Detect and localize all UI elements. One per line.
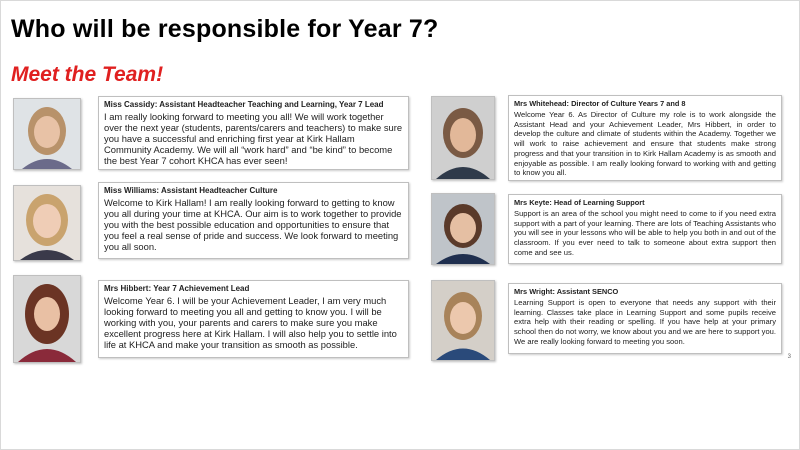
photo-mrs-hibbert <box>13 275 81 363</box>
member-name: Mrs Hibbert: Year 7 Achievement Lead <box>104 284 250 293</box>
photo-mrs-whitehead <box>431 96 495 180</box>
card-mrs-keyte <box>508 194 782 264</box>
card-miss-cassidy <box>98 96 409 170</box>
portrait-icon <box>14 99 80 169</box>
page-subtitle: Meet the Team! <box>11 63 164 86</box>
member-bio: Learning Support is open to everyone that needs any support with their learning. Classes take place in Learning Support and some pupils receive extra help with their reading or spelling. If you have help at your primary school then do not worry, we know about you and we are here to support you. We are really looking forward to meeting you soon. <box>514 298 776 346</box>
photo-mrs-keyte <box>431 193 495 265</box>
member-bio: Welcome Year 6. I will be your Achievement Leader, I am very much looking forward to meeting you all and getting to know you. I will be working with you, your parents and carers to make sure you make excellent progress here at Kirk Hallam. I will also help you to settle into life at KHCA and make your transition as smooth as possible. <box>104 295 397 351</box>
member-name: Mrs Whitehead: Director of Culture Years 7 and 8 <box>514 99 686 108</box>
member-name: Mrs Wright: Assistant SENCO <box>514 287 619 296</box>
portrait-icon <box>14 186 80 260</box>
portrait-icon <box>432 281 494 360</box>
member-bio: I am really looking forward to meeting you all! We will work together over the next year (students, parents/carers and teachers) to make sure you have a successful and enriching first year at Kirk Hallam Community Academy. We will all “work hard” and “be kind” to become the best Year 7 cohort KHCA has ever seen! <box>104 111 403 167</box>
photo-miss-cassidy <box>13 98 81 170</box>
portrait-icon <box>432 194 494 264</box>
page-title: Who will be responsible for Year 7? <box>11 15 439 43</box>
photo-miss-williams <box>13 185 81 261</box>
card-miss-williams <box>98 182 409 259</box>
member-name: Miss Williams: Assistant Headteacher Culture <box>104 186 278 195</box>
card-mrs-hibbert <box>98 280 409 358</box>
card-mrs-whitehead <box>508 95 782 181</box>
portrait-icon <box>14 276 80 362</box>
page-number: 3 <box>787 354 791 360</box>
member-bio: Support is an area of the school you might need to come to if you need extra support with a part of your learning. There are lots of Teaching Assistants who you will see in your lessons who will be able to help you both in and out of the classroom. If you ever need to talk to someone about extra support then come and see us. <box>514 209 776 257</box>
card-mrs-wright <box>508 283 782 354</box>
member-name: Miss Cassidy: Assistant Headteacher Teaching and Learning, Year 7 Lead <box>104 100 384 109</box>
member-name: Mrs Keyte: Head of Learning Support <box>514 198 645 207</box>
photo-mrs-wright <box>431 280 495 361</box>
member-bio: Welcome Year 6. As Director of Culture my role is to work alongside the Assistant Head and your Achievement Leader, Mrs Hibbert, in order to develop the culture and climate of students within the Academy. Together we will work to raise achievement and ensure that students make strong progress and that your transition in to Kirk Hallam Academy is as smooth and enjoyable as possible. I am really looking forward to working with and getting to know you all. <box>514 110 776 178</box>
portrait-icon <box>432 97 494 179</box>
member-bio: Welcome to Kirk Hallam! I am really looking forward to getting to know you all during your time at KHCA. Our aim is to work together to provide you with the best possible education and opportunities to ensure that you feel a real sense of pride and success. We look forward to meeting you all soon. <box>104 197 402 253</box>
